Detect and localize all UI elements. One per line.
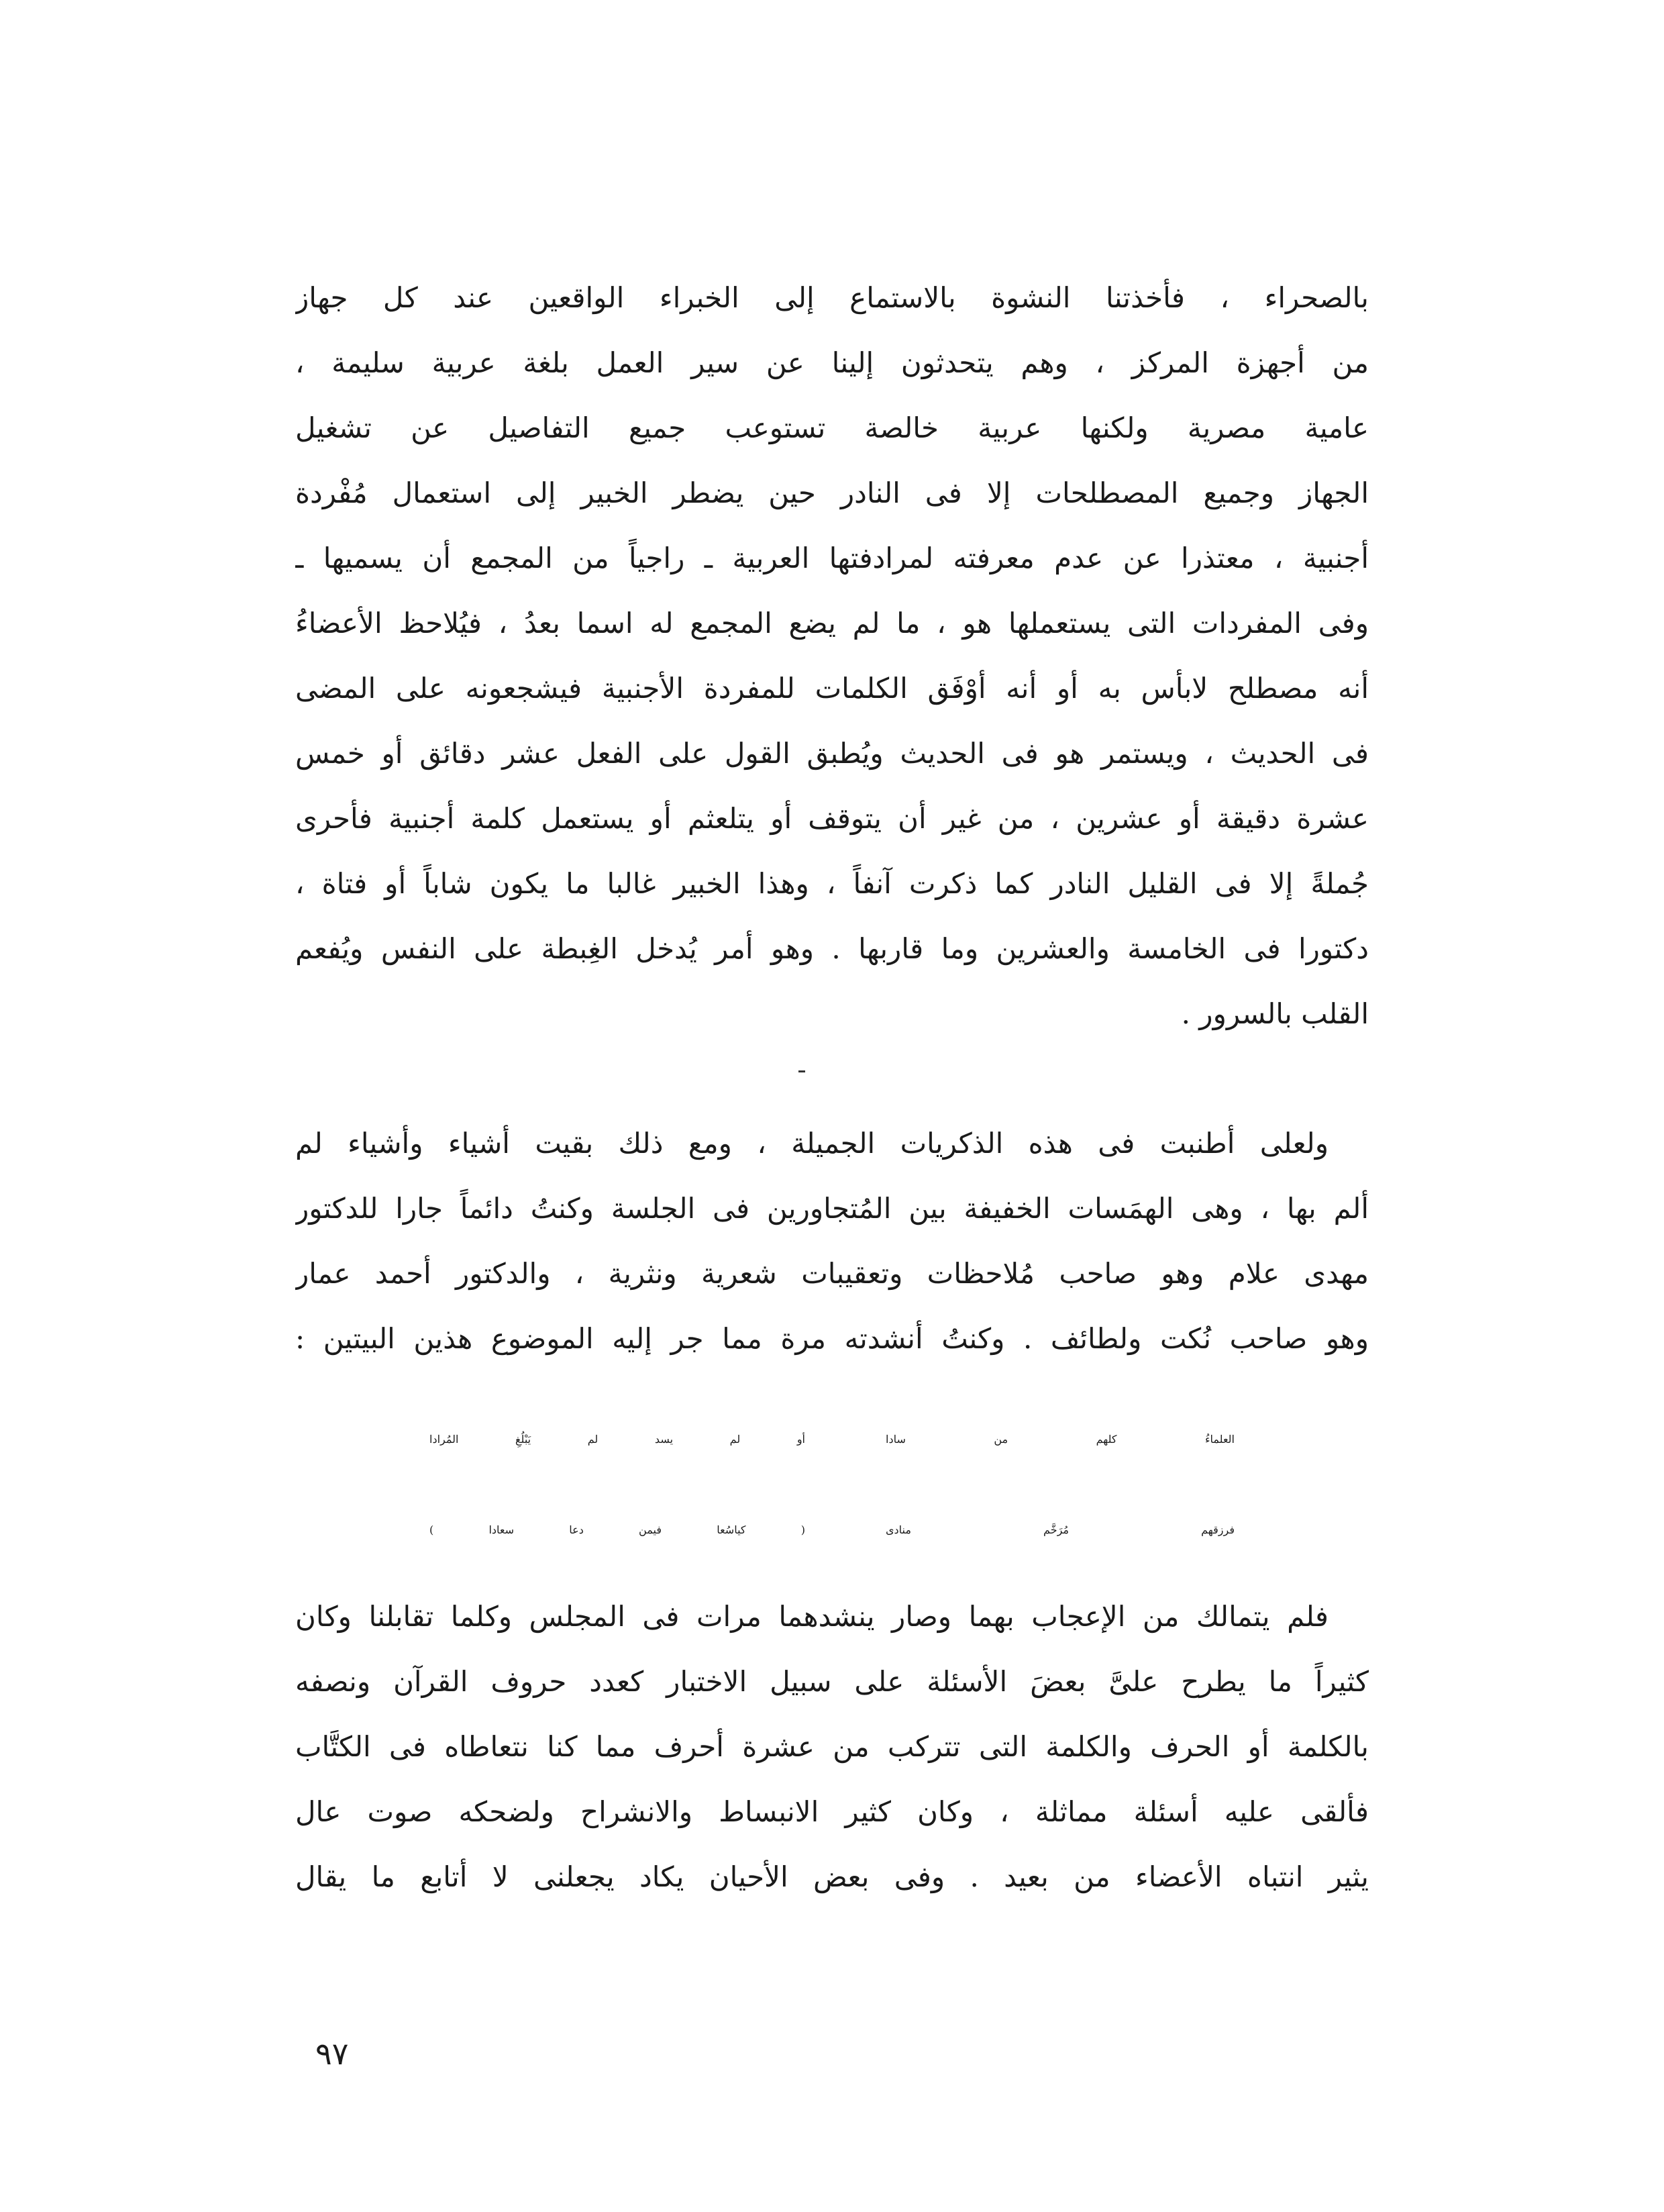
text-line: ولعلى أطنبت فى هذه الذكريات الجميلة ، ومع ذلك بقيت أشياء وأشياء لم [295, 1127, 1329, 1160]
text-line: الجهاز وجميع المصطلحات إلا فى النادر حين يضطر الخبير إلى استعمال مُفْردة [295, 476, 1369, 509]
poem-hemistich-first: العلماءُ كلهم من سادا [886, 1433, 1235, 1446]
poem-hemistich-first: فرزقهم مُرَخَّم منادى [886, 1523, 1235, 1536]
text-line: كثيراً ما يطرح علىَّ بعضَ الأسئلة على سبيل الاختبار كعدد حروف القرآن ونصفه [295, 1665, 1369, 1698]
separator-dot [798, 1070, 805, 1072]
text-line: جُملةً إلا فى القليل النادر كما ذكرت آنفاً ، وهذا الخبير غالبا ما يكون شاباً أو فتاة ، [295, 867, 1369, 900]
paragraph-3 [295, 1584, 1369, 1909]
text-line: فلم يتمالك من الإعجاب بهما وصار ينشدهما مرات فى المجلس وكلما تقابلنا وكان [295, 1600, 1329, 1633]
text-line: وهو صاحب نُكت ولطائف . وكنتُ أنشدته مرة مما جر إليه الموضوع هذين البيتين : [295, 1322, 1369, 1355]
text-line: القلب بالسرور . [1181, 997, 1369, 1030]
paragraph-1 [295, 265, 1369, 1046]
paragraph-2 [295, 1111, 1369, 1371]
text-line: أنه مصطلح لابأس به أو أنه أوْفَق الكلمات للمفردة الأجنبية فيشجعونه على المضى [295, 672, 1369, 705]
text-line: عشرة دقيقة أو عشرين ، من غير أن يتوقف أو يتلعثم أو يستعمل كلمة أجنبية فأحرى [295, 802, 1369, 835]
text-line: مهدى علام وهو صاحب مُلاحظات وتعقيبات شعرية ونثرية ، والدكتور أحمد عمار [295, 1257, 1369, 1290]
text-line: دكتورا فى الخامسة والعشرين وما قاربها . وهو أمر يُدخل الغِبطة على النفس ويُفعم [295, 932, 1369, 965]
poem-hemistich-second: ( كياسُعا فيمن دعا سعادا ) [429, 1523, 805, 1536]
text-line: من أجهزة المركز ، وهم يتحدثون إلينا عن سير العمل بلغة عربية سليمة ، [295, 346, 1369, 379]
text-line: فى الحديث ، ويستمر هو فى الحديث ويُطبق القول على الفعل عشر دقائق أو خمس [295, 737, 1369, 770]
text-line: بالكلمة أو الحرف والكلمة التى تتركب من عشرة أحرف مما كنا نتعاطاه فى الكتَّاب [295, 1730, 1369, 1763]
text-line: ألم بها ، وهى الهمَسات الخفيفة بين المُتجاورين فى الجلسة وكنتُ دائماً جارا للدكتور [295, 1192, 1369, 1225]
text-line: يثير انتباه الأعضاء من بعيد . وفى بعض الأحيان يكاد يجعلنى لا أتابع ما يقال [295, 1860, 1369, 1893]
text-line: بالصحراء ، فأخذتنا النشوة بالاستماع إلى الخبراء الواقعين عند كل جهاز [295, 281, 1369, 314]
poem-hemistich-second: أو لم يسد لم يَبْلُغِ المُرادا [429, 1433, 805, 1446]
text-line: وفى المفردات التى يستعملها هو ، ما لم يضع المجمع له اسما بعدُ ، فيُلاحظ الأعضاءُ [295, 607, 1369, 640]
text-line: فألقى عليه أسئلة مماثلة ، وكان كثير الانبساط والانشراح ولضحكه صوت عال [295, 1795, 1369, 1828]
poem-verse-2 [429, 1500, 1235, 1560]
text-line: أجنبية ، معتذرا عن عدم معرفته لمرادفتها العربية ـ راجياً من المجمع أن يسميها ـ [295, 542, 1369, 574]
page-number: ٩٧ [315, 2035, 349, 2072]
text-line: عامية مصرية ولكنها عربية خالصة تستوعب جميع التفاصيل عن تشغيل [295, 411, 1369, 444]
poem-verse-1 [429, 1409, 1235, 1470]
